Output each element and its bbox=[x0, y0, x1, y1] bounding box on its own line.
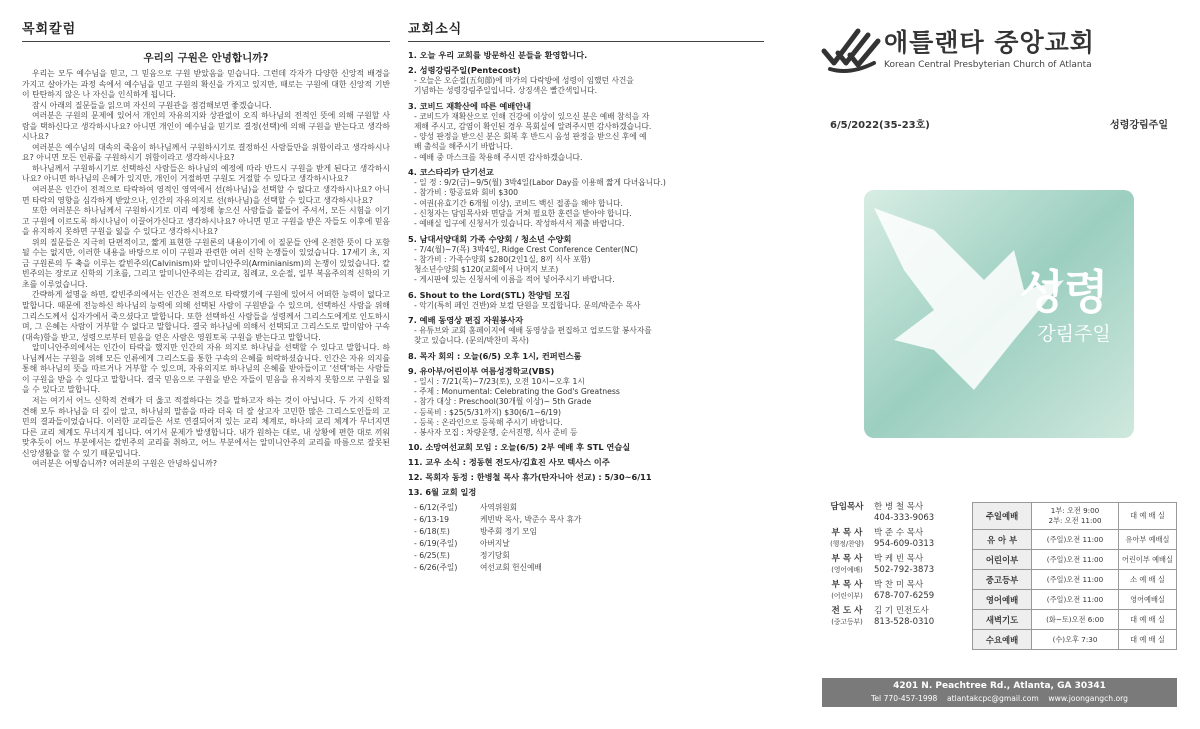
service-name: 영어예배 bbox=[973, 590, 1032, 610]
news-item-heading: 8. 목자 회의 : 오늘(6/5) 오후 1시, 컨퍼런스룸 bbox=[408, 350, 582, 361]
news-item-heading: 2. 성령강림주일(Pentecost) bbox=[408, 65, 521, 75]
article-paragraph: 우리는 모두 예수님을 믿고, 그 믿음으로 구원 받았음을 믿습니다. 그런데 각자가 다양한 신앙적 배경을 가지고 살아가는 과정 속에서 예수님을 믿고 구원의 확신을 가지고 있지만, 때로는 구원에 대한 신앙적 기반이 탄탄하지 않은 나 자신을 인식하게 됩니다. bbox=[22, 69, 390, 100]
news-item-line: - 참가 대상 : Preschool(30개월 이상)~ 5th Grade bbox=[414, 397, 592, 407]
staff-role bbox=[820, 502, 874, 524]
service-place: 소 예 배 실 bbox=[1119, 570, 1177, 590]
staff-info bbox=[874, 606, 934, 628]
church-header bbox=[820, 18, 1182, 80]
banner-title: 성령 bbox=[1019, 265, 1109, 319]
news-item-heading: 12. 목회자 동정 : 한병철 목사 휴가(탄자니아 선교) : 5/30~6/11 bbox=[408, 472, 652, 483]
news-item-line: - 일시 : 7/21(목)~7/23(토), 오전 10시~오후 1시 bbox=[414, 376, 585, 386]
article-paragraph: 여러분은 예수님의 대속의 죽음이 하나님께서 구원하시기로 결정하신 사람들만을 위함이라고 생각하시나요? 아니면 모든 인류를 구원하시기 위함이라고 생각하시나요? bbox=[22, 142, 390, 163]
service-time: (주일)오전 11:00 bbox=[1032, 530, 1119, 550]
staff-row bbox=[820, 502, 978, 524]
service-place: 어린이부 예배실 bbox=[1119, 550, 1177, 570]
pastoral-column bbox=[22, 18, 390, 470]
article-paragraph: 여러분은 인간이 전적으로 타락하여 영적인 영역에서 선(하나님)을 선택할 수 없다고 생각하시나요? 아니면 타락의 영향을 심각하게 받았으나, 인간의 자유의지로 선(하나님)을 선택할 수 있다고 생각하시나요? bbox=[22, 185, 390, 205]
staff-role-title: 전 도 사 bbox=[831, 606, 863, 616]
schedule-row bbox=[408, 538, 764, 550]
news-item-heading: 11. 교우 소식 : 정동현 전도사/김효진 사모 텍사스 이주 bbox=[408, 457, 610, 468]
service-name: 주일예배 bbox=[973, 503, 1032, 530]
news-item bbox=[408, 290, 764, 311]
church-tel: Tel 770-457-1998 bbox=[871, 694, 938, 703]
news-item bbox=[408, 50, 764, 61]
news-item bbox=[408, 101, 764, 163]
news-section-title: 교회소식 bbox=[408, 18, 764, 42]
staff-phone: 502-792-3873 bbox=[874, 565, 935, 575]
staff-info bbox=[874, 580, 934, 602]
news-item-line: - 주제 : Monumental: Celebrating the God's Greatness bbox=[414, 386, 620, 396]
news-item-line: - 여권(유효기간 6개월 이상), 코비드 백신 접종을 해야 합니다. bbox=[414, 198, 623, 208]
staff-row bbox=[820, 606, 978, 628]
staff-info bbox=[874, 554, 934, 576]
staff-info bbox=[874, 502, 934, 524]
service-name: 수요예배 bbox=[973, 630, 1032, 650]
news-list bbox=[408, 50, 764, 498]
news-item bbox=[408, 65, 764, 97]
article-paragraph: 하나님께서 구원하시기로 선택하신 사람들은 하나님의 예정에 따라 반드시 구원을 받게 된다고 생각하시나요? 아니면 하나님의 은혜가 있지만, 개인이 거절하면 구원도 거절할 수 있다고 생각하시나요? bbox=[22, 163, 390, 184]
staff-role bbox=[820, 580, 874, 602]
article-title: 우리의 구원은 안녕합니까? bbox=[143, 52, 269, 64]
news-item bbox=[408, 457, 764, 468]
staff-role-title: 부 목 사 bbox=[831, 554, 863, 564]
service-row bbox=[973, 570, 1177, 590]
news-item-line: - 신청자는 담임목사와 면담을 거쳐 필요한 훈련을 받아야 합니다. bbox=[414, 208, 632, 218]
news-item-heading: 6. Shout to the Lord(STL) 찬양팀 모집 bbox=[408, 289, 571, 300]
staff-role bbox=[820, 528, 874, 550]
staff-role-sub: (중고등부) bbox=[831, 618, 863, 626]
church-logo-icon bbox=[820, 23, 884, 75]
news-item-line: - 7/4(월)~7(목) 3박4일, Ridge Crest Conference Center(NC) bbox=[414, 244, 639, 254]
article-paragraph: 위의 질문들은 지극히 단편적이고, 짧게 표현한 구원론의 내용이기에 이 질문들 안에 온전한 뜻이 다 포함될 수는 없지만, 이러한 내용을 바탕으로 이미 구원과 관련한 여러 신학 논쟁들이 있었습니다. 17세기 초, 지금 구원론의 두 축을 이루는 칼빈주의(Calvinism)와 알미니안주의(Arminianism)의 논쟁이 있었습니다. 칼빈주의는 장로교 신학의 기초를, 그리고 알미니안주의는 감리교, 침례교, 오순절, 일부 복음주의적 신학의 기초를 이루었습니다. bbox=[22, 237, 390, 289]
staff-role-sub: (어린이부) bbox=[831, 592, 863, 600]
staff-phone: 813-528-0310 bbox=[874, 617, 935, 627]
schedule-date: - 6/25(토) bbox=[414, 551, 450, 561]
service-row bbox=[973, 503, 1177, 530]
news-item-line: - 참가비 : 항공료와 회비 $300 bbox=[414, 188, 518, 198]
service-place: 대 예 배 실 bbox=[1119, 503, 1177, 530]
bulletin-date-row bbox=[820, 116, 1182, 131]
schedule-date: - 6/26(주일) bbox=[414, 563, 458, 573]
schedule-row bbox=[408, 514, 764, 526]
news-item-line: - 등록 : 온라인으로 등록해 주시기 바랍니다. bbox=[414, 417, 563, 427]
schedule-date: - 6/19(주일) bbox=[414, 539, 458, 549]
news-item-heading: 13. 6월 교회 일정 bbox=[408, 487, 477, 498]
staff-name: 박 찬 미 목사 bbox=[874, 580, 924, 590]
staff-role-title: 부 목 사 bbox=[831, 580, 863, 590]
news-item-heading: 4. 코스타리카 단기선교 bbox=[408, 167, 494, 178]
news-item-line: - 등록비 : $25(5/31까지) $30(6/1~6/19) bbox=[414, 407, 561, 417]
service-time: (주일)오전 11:00 bbox=[1032, 550, 1119, 570]
staff-role-title: 부 목 사 bbox=[831, 528, 863, 538]
schedule-date: - 6/12(주일) bbox=[414, 503, 458, 513]
schedule-event: 방주회 정기 모임 bbox=[480, 527, 537, 537]
news-item bbox=[408, 366, 764, 439]
service-name: 유 아 부 bbox=[973, 530, 1032, 550]
church-news bbox=[408, 18, 764, 574]
schedule-event: 여선교회 헌신예배 bbox=[480, 563, 542, 573]
news-item-heading: 7. 예배 동영상 편집 자원봉사자 bbox=[408, 315, 524, 326]
service-time: (화~토)오전 6:00 bbox=[1032, 610, 1119, 630]
news-item bbox=[408, 351, 764, 362]
schedule-row bbox=[408, 526, 764, 538]
schedule-date: - 6/18(토) bbox=[414, 527, 450, 537]
news-item bbox=[408, 234, 764, 286]
schedule-event: 사역위원회 bbox=[480, 503, 518, 513]
news-item-line: - 일 정 : 9/2(금)~9/5(월) 3박4일(Labor Day를 이용해 짧게 다녀옵니다.) bbox=[414, 178, 666, 188]
news-item bbox=[408, 315, 764, 347]
pentecost-banner bbox=[864, 190, 1134, 438]
bulletin-date: 6/5/2022(35-23호) bbox=[830, 120, 930, 131]
schedule-row bbox=[408, 562, 764, 574]
news-item-line: - 예배실 입구에 신청서가 있습니다. 작성하셔서 제출 바랍니다. bbox=[414, 219, 625, 229]
news-item bbox=[408, 442, 764, 453]
article-paragraph: 잠시 아래의 질문들을 읽으며 자신의 구원관을 점검해보면 좋겠습니다. bbox=[32, 100, 272, 110]
sunday-label: 성령강림주일 bbox=[1110, 120, 1168, 131]
schedule-row bbox=[408, 502, 764, 514]
schedule-row bbox=[408, 550, 764, 562]
service-place: 유아부 예배실 bbox=[1119, 530, 1177, 550]
service-row bbox=[973, 590, 1177, 610]
news-item-heading: 10. 소망여선교회 모임 : 오늘(6/5) 2부 예배 후 STL 연습실 bbox=[408, 442, 631, 453]
service-row bbox=[973, 550, 1177, 570]
staff-list bbox=[820, 502, 978, 632]
news-item bbox=[408, 472, 764, 483]
article-paragraph: 저는 여기서 어느 신학적 견해가 더 옳고 적절하다는 것을 말하고자 하는 것이 아닙니다. 두 가지 신학적 견해 모두 하나님을 더 깊이 알고, 하나님의 말씀을 따라 더욱 더 잘 살고자 고민한 많은 그리스도인들의 고민의 결과들이었습니다. 이러한 교리들은 서로 연결되어져 있는 교리 체계로, 하나의 교리 체계가 무너지면 다른 교리 체계도 무너지게 됩니다. 여기서 문제가 발생합니다. 내가 원하는 대로, 내 상황에 편한 대로 끼워 맞추듯이 어느 부분에서는 칼빈주의 교리를 취하고, 어느 부분에서는 알미니안주의 교리를 따름으로 잘못된 신앙생활을 할 수 있기 때문입니다. bbox=[22, 395, 390, 458]
address-bar bbox=[822, 678, 1177, 707]
staff-row bbox=[820, 528, 978, 550]
article-paragraph: 또한 여러분은 하나님께서 구원하시기로 미리 예정해 놓으신 사람들을 붙들어 주셔서, 모든 시험을 이기고 구원에 이르도록 하시나님이 이끌어가신다고 생각하시나요? 아니면 믿고 구원을 받은 자들도 이후에 믿음을 유지하지 못하면 구원을 잃을 수 있다고 생각하시나요? bbox=[22, 206, 390, 237]
news-item-heading: 3. 코비드 재확산에 따른 예배안내 bbox=[408, 100, 532, 111]
staff-name: 김 기 민전도사 bbox=[874, 606, 929, 616]
cover-panel bbox=[820, 18, 1182, 703]
contact-line bbox=[822, 693, 1177, 705]
staff-role-title: 담임목사 bbox=[830, 502, 864, 512]
news-item-line: - 코비드가 재확산으로 인해 건강에 이상이 있으신 분은 예배 참석을 자 bbox=[414, 111, 650, 121]
service-place: 대 예 배 실 bbox=[1119, 630, 1177, 650]
banner-subtitle: 강림주일 bbox=[1037, 323, 1111, 345]
service-time: 1부: 오전 9:00 2부: 오전 11:00 bbox=[1032, 503, 1119, 530]
staff-phone: 954-609-0313 bbox=[874, 539, 935, 549]
schedule-event: 정기당회 bbox=[480, 551, 510, 561]
article-paragraph: 알미니안주의에서는 인간이 타락을 했지만 인간의 자유 의지로 하나님을 선택할 수 있다고 말합니다. 하나님께서는 구원을 위해 모든 인류에게 그리스도를 통한 구속의 은혜를 허락하셨습니다. 인간은 자유 의지를 통해 하나님의 뜻을 따르거나 거부할 수 있으며, 자유의지로 하나님의 은혜를 받아들이고 '선택'하는 사람들이 구원을 받을 수 있다고 말합니다. 결국 믿음으로 구원을 받은 자들이 믿음을 유지하지 못함으로 구원을 잃을 수 있다고 말합니다. bbox=[22, 343, 390, 395]
column-section-title: 목회칼럼 bbox=[22, 18, 390, 42]
service-name: 중고등부 bbox=[973, 570, 1032, 590]
news-item-line: 찾고 있습니다. (문의/박찬미 목사) bbox=[414, 336, 529, 346]
news-item-line: 기념하는 성령강림주일입니다. 상징색은 빨간색입니다. bbox=[414, 86, 598, 96]
service-time: (주일)오전 11:00 bbox=[1032, 590, 1119, 610]
schedule-list bbox=[408, 502, 764, 574]
staff-name: 박 준 수 목사 bbox=[874, 528, 924, 538]
staff-phone: 404-333-9063 bbox=[874, 513, 935, 523]
service-row bbox=[973, 630, 1177, 650]
news-item-line: 제해 주시고, 감염이 확인된 경우 목회실에 알려주시면 감사하겠습니다. bbox=[414, 121, 652, 131]
service-place: 영어예배실 bbox=[1119, 590, 1177, 610]
service-schedule-table bbox=[972, 502, 1177, 650]
schedule-date: - 6/13-19 bbox=[414, 515, 450, 525]
service-time: (주일)오전 11:00 bbox=[1032, 570, 1119, 590]
staff-role bbox=[820, 606, 874, 628]
service-row bbox=[973, 610, 1177, 630]
article-paragraph: 여러분은 어떻습니까? 여러분의 구원은 안녕하십니까? bbox=[32, 459, 217, 469]
news-item-line: - 봉사자 모집 : 차량운행, 순서진행, 식사 준비 등 bbox=[414, 428, 578, 438]
news-item-line: - 유튜브와 교회 홈페이지에 예배 동영상을 편집하고 업로드할 봉사자를 bbox=[414, 326, 652, 336]
church-name-english: Korean Central Presbyterian Church of Atlanta bbox=[884, 60, 1092, 70]
news-item-line: - 예배 중 마스크를 착용해 주시면 감사하겠습니다. bbox=[414, 152, 583, 162]
staff-row bbox=[820, 580, 978, 602]
church-name-korean: 애틀랜타 중앙교회 bbox=[884, 28, 1095, 57]
staff-phone: 678-707-6259 bbox=[874, 591, 935, 601]
staff-role-sub: (행정/찬양) bbox=[830, 540, 864, 548]
news-item-heading: 5. 남대서양대회 가족 수양회 / 청소년 수양회 bbox=[408, 233, 572, 244]
news-item-line: - 악기(특히 페인 건반)와 보컬 단원을 모집합니다. 문의/박준수 목사 bbox=[414, 300, 641, 310]
schedule-event: 케빈박 목사, 박준수 목사 휴가 bbox=[480, 515, 582, 525]
article-paragraph: 간략하게 설명을 하면, 칼빈주의에서는 인간은 전적으로 타락했기에 구원에 있어서 어떠한 능력이 없다고 말합니다. 때문에 전능하신 하나님의 능력에 의해 선택된 사람이 구원받을 수 있으며, 선택하신 사람을 위해 그리스도께서 십자가에서 죽으셨다고 말합니다. 또한 선택하신 사람들을 성령께서 그리스도에게로 인도하시며, 그 은혜는 사람이 거부할 수 없다고 말합니다. 결국 하나님에 의해서 선택되고 그리스도로 말미암아 구속(대속)함을 받고, 성령으로부터 믿음을 얻은 사람은 영원토록 구원을 받는다고 말합니다. bbox=[22, 290, 390, 342]
news-item bbox=[408, 487, 764, 498]
service-place: 대 예 배 실 bbox=[1119, 610, 1177, 630]
news-item-heading: 1. 오늘 우리 교회를 방문하신 분들을 환영합니다. bbox=[408, 50, 588, 60]
staff-role bbox=[820, 554, 874, 576]
news-item-line: - 참가비 : 가족수양회 $280(2인1실, 8끼 식사 포함) bbox=[414, 254, 591, 264]
staff-info bbox=[874, 528, 934, 550]
service-name: 새벽기도 bbox=[973, 610, 1032, 630]
schedule-event: 아버지날 bbox=[480, 539, 510, 549]
news-item-line: - 오늘은 오순절(五旬節)에 마가의 다락방에 성령이 임했던 사건을 bbox=[414, 76, 634, 85]
staff-name: 한 병 철 목사 bbox=[874, 502, 924, 512]
news-item-line: - 양성 판정을 받으신 분은 회복 후 반드시 음성 판정을 받으신 후에 예 bbox=[414, 132, 647, 142]
news-item-line: 배 출석을 해주시기 바랍니다. bbox=[414, 142, 513, 152]
news-item-heading: 9. 유아부/어린이부 여름성경학교(VBS) bbox=[408, 365, 555, 376]
staff-row bbox=[820, 554, 978, 576]
article-body bbox=[22, 69, 390, 470]
staff-name: 박 케 빈 목사 bbox=[874, 554, 924, 564]
news-item bbox=[408, 167, 764, 229]
news-item-line: - 게시판에 있는 신청서에 이름을 적어 넣어주시기 바랍니다. bbox=[414, 275, 615, 285]
staff-role-sub: (영어예배) bbox=[831, 566, 863, 574]
article-paragraph: 여러분은 구원의 문제에 있어서 개인의 자유의지와 상관없이 오직 하나님의 전적인 뜻에 의해 구원할 사람을 택하신다고 생각하시나요? 아니면 개인이 예수님을 믿기로 결정(선택)에 의해 구원을 받는다고 생각하시나요? bbox=[22, 111, 390, 142]
service-time: (수)오후 7:30 bbox=[1032, 630, 1119, 650]
service-row bbox=[973, 530, 1177, 550]
church-email[interactable]: atlantakcpc@gmail.com bbox=[947, 694, 1039, 703]
church-website[interactable]: www.joongangch.org bbox=[1048, 694, 1128, 703]
service-name: 어린이부 bbox=[973, 550, 1032, 570]
church-address: 4201 N. Peachtree Rd., Atlanta, GA 30341 bbox=[893, 681, 1106, 691]
news-item-line: 청소년수양회 $120(교회에서 나머지 보조) bbox=[414, 265, 559, 275]
